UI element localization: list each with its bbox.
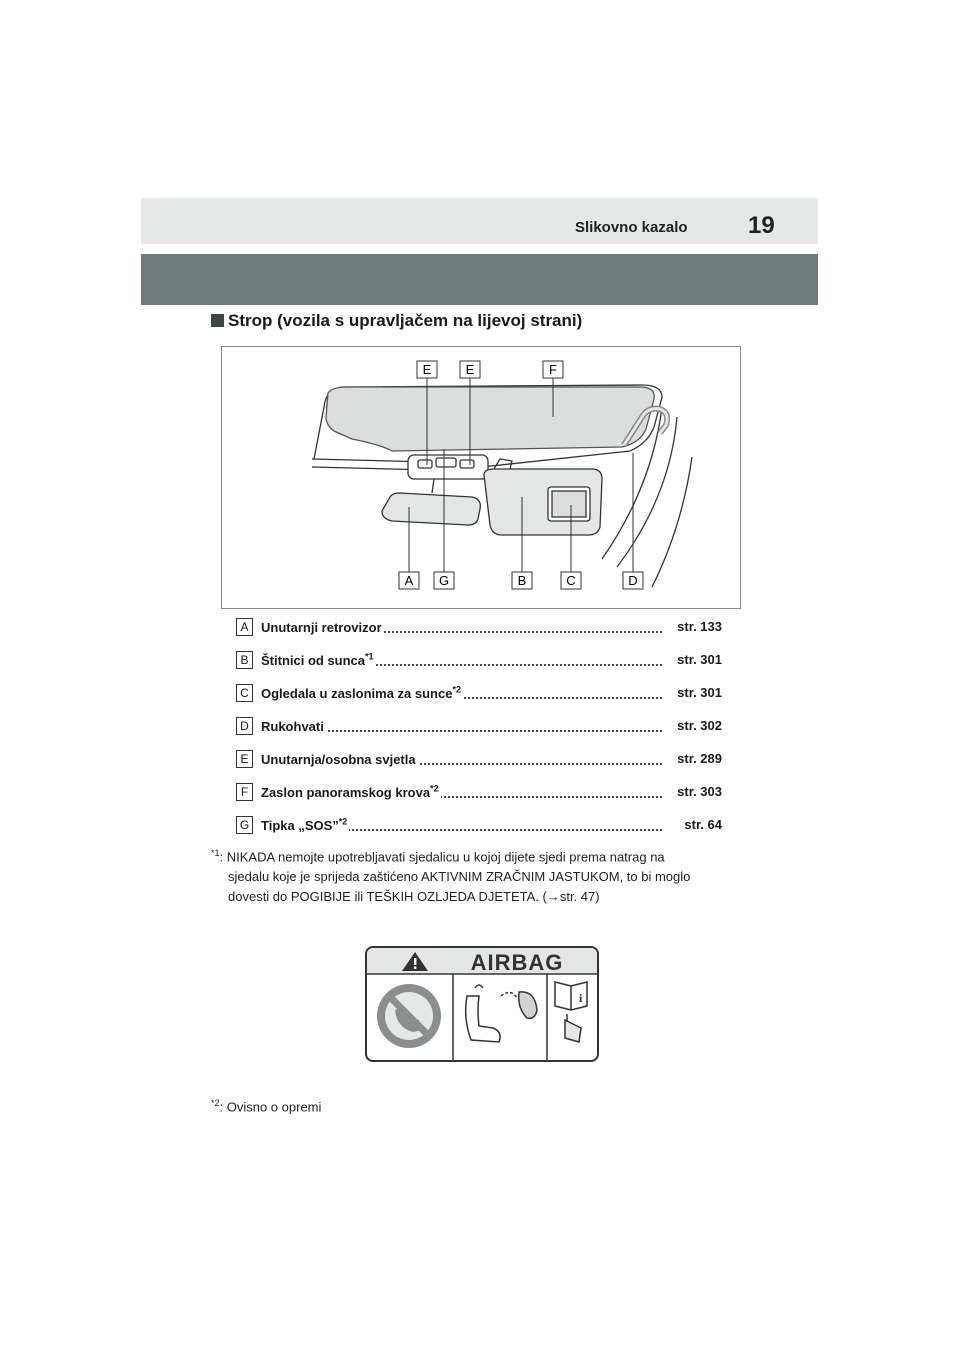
legend-letter: A xyxy=(236,618,253,636)
callout-label: E xyxy=(422,362,432,377)
legend-page-link[interactable]: str. 301 xyxy=(674,685,722,700)
callout-e-left xyxy=(417,361,437,378)
airbag-title: AIRBAG xyxy=(470,950,564,975)
callout-label: D xyxy=(628,573,638,588)
footnote-text: sjedalu koje je sprijeda zaštićeno AKTIVNIM ZRAČNIM JASTUKOM, to bi moglo xyxy=(228,869,691,885)
callout-label: C xyxy=(566,573,576,588)
legend-page-link[interactable]: str. 301 xyxy=(674,652,722,667)
no-child-seat-icon xyxy=(377,984,441,1048)
ceiling-illustration xyxy=(221,346,741,609)
legend-page-link[interactable]: str. 302 xyxy=(674,718,722,733)
callout-label: G xyxy=(438,573,450,588)
section-band xyxy=(141,254,818,305)
callout-d xyxy=(623,572,643,589)
callout-c xyxy=(561,572,581,589)
callout-label: E xyxy=(465,362,475,377)
legend-page-link[interactable]: str. 289 xyxy=(674,751,722,766)
callout-f xyxy=(543,361,563,378)
airbag-label-graphic xyxy=(367,948,597,1060)
callout-label: F xyxy=(549,362,557,377)
callout-b xyxy=(512,572,532,589)
legend-item xyxy=(236,816,722,836)
footnote-text: dovesti do POGIBIJE ili TEŠKIH OZLJEDA DJETETA. (→str. 47) xyxy=(228,889,600,905)
footnote-marker: *2 xyxy=(211,1098,220,1108)
legend-page-link[interactable]: str. 303 xyxy=(674,784,722,799)
footnote-marker: *1 xyxy=(211,848,220,858)
legend-item xyxy=(236,783,722,803)
page-header-bar xyxy=(141,198,818,244)
legend-label: Unutarnja/osobna svjetla xyxy=(261,752,416,768)
callout-g xyxy=(434,572,454,589)
footnote-1 xyxy=(211,843,751,907)
section-title-text: Strop (vozila s upravljačem na lijevoj strani) xyxy=(228,311,583,330)
footnote-2 xyxy=(211,1093,321,1117)
callout-a xyxy=(399,572,419,589)
legend-item xyxy=(236,717,722,737)
header-title: Slikovno kazalo xyxy=(575,219,688,236)
legend-letter: B xyxy=(236,651,253,669)
legend-label: Ogledala u zaslonima za sunce$^{*2}$ xyxy=(261,685,461,702)
legend-label: Rukohvati xyxy=(261,719,324,735)
legend-label: Unutarnji retrovizor xyxy=(261,620,382,636)
legend-letter: E xyxy=(236,750,253,768)
page-number: 19 xyxy=(748,212,775,239)
legend-item xyxy=(236,651,722,671)
svg-text:i: i xyxy=(579,991,583,1005)
square-bullet-icon xyxy=(211,314,224,327)
legend-item xyxy=(236,684,722,704)
seat-airbag-icon xyxy=(466,985,537,1042)
legend-page-link[interactable]: str. 133 xyxy=(674,619,722,634)
callout-label: A xyxy=(404,573,414,588)
legend-label: Tipka „SOS”$^{*2}$ xyxy=(261,817,348,834)
callout-label: B xyxy=(517,573,527,588)
callout-e-right xyxy=(460,361,480,378)
legend-label: Zaslon panoramskog krova$^{*2}$ xyxy=(261,784,439,801)
footnote-text: : NIKADA nemojte upotrebljavati sjedalicu u kojoj dijete sjedi prema natrag na xyxy=(219,849,665,865)
legend-letter: F xyxy=(236,783,253,801)
legend-item xyxy=(236,750,722,770)
legend-item xyxy=(236,618,722,638)
airbag-warning-label xyxy=(365,946,599,1062)
legend-letter: C xyxy=(236,684,253,702)
legend-page-link[interactable]: str. 64 xyxy=(681,817,722,832)
legend-letter: G xyxy=(236,816,253,834)
section-title xyxy=(211,311,582,331)
footnote-text: : Ovisno o opremi xyxy=(219,1099,322,1115)
legend-letter: D xyxy=(236,717,253,735)
read-manual-icon xyxy=(555,982,587,1042)
ceiling-drawing xyxy=(222,347,740,608)
legend-label: Štitnici od sunca$^{*1}$ xyxy=(261,652,374,669)
